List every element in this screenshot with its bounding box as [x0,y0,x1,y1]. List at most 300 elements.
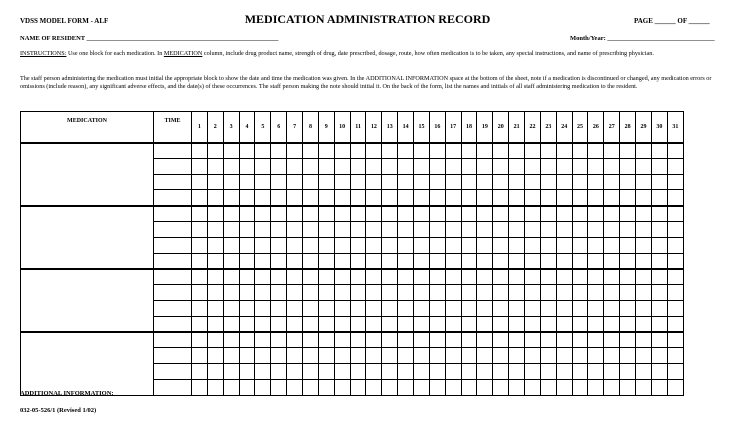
initial-cell[interactable] [334,285,350,301]
initial-cell[interactable] [239,300,255,316]
time-cell[interactable] [154,174,192,190]
initial-cell[interactable] [366,237,382,253]
initial-cell[interactable] [207,332,223,348]
initial-cell[interactable] [572,221,588,237]
initial-cell[interactable] [477,143,493,159]
initial-cell[interactable] [509,348,525,364]
initial-cell[interactable] [445,174,461,190]
initial-cell[interactable] [493,237,509,253]
initial-cell[interactable] [620,206,636,222]
initial-cell[interactable] [556,253,572,269]
initial-cell[interactable] [192,269,208,285]
initial-cell[interactable] [477,253,493,269]
initial-cell[interactable] [445,221,461,237]
initial-cell[interactable] [398,206,414,222]
initial-cell[interactable] [382,300,398,316]
initial-cell[interactable] [445,300,461,316]
initial-cell[interactable] [287,190,303,206]
initial-cell[interactable] [651,348,667,364]
initial-cell[interactable] [271,253,287,269]
initial-cell[interactable] [636,221,652,237]
initial-cell[interactable] [525,269,541,285]
initial-cell[interactable] [192,237,208,253]
initial-cell[interactable] [271,143,287,159]
initial-cell[interactable] [667,300,683,316]
initial-cell[interactable] [429,158,445,174]
initial-cell[interactable] [572,348,588,364]
initial-cell[interactable] [192,253,208,269]
initial-cell[interactable] [636,316,652,332]
initial-cell[interactable] [223,190,239,206]
initial-cell[interactable] [271,174,287,190]
initial-cell[interactable] [239,237,255,253]
initial-cell[interactable] [509,285,525,301]
initial-cell[interactable] [493,332,509,348]
initial-cell[interactable] [207,143,223,159]
initial-cell[interactable] [318,269,334,285]
initial-cell[interactable] [239,285,255,301]
time-cell[interactable] [154,143,192,159]
initial-cell[interactable] [255,316,271,332]
initial-cell[interactable] [271,364,287,380]
initial-cell[interactable] [556,206,572,222]
initial-cell[interactable] [366,364,382,380]
initial-cell[interactable] [366,206,382,222]
initial-cell[interactable] [509,221,525,237]
initial-cell[interactable] [255,143,271,159]
initial-cell[interactable] [493,206,509,222]
initial-cell[interactable] [540,300,556,316]
initial-cell[interactable] [366,253,382,269]
initial-cell[interactable] [350,300,366,316]
initial-cell[interactable] [334,269,350,285]
time-cell[interactable] [154,221,192,237]
initial-cell[interactable] [303,316,319,332]
initial-cell[interactable] [318,190,334,206]
initial-cell[interactable] [318,285,334,301]
initial-cell[interactable] [540,143,556,159]
initial-cell[interactable] [207,237,223,253]
initial-cell[interactable] [540,379,556,395]
initial-cell[interactable] [477,332,493,348]
initial-cell[interactable] [477,300,493,316]
initial-cell[interactable] [398,237,414,253]
initial-cell[interactable] [540,285,556,301]
initial-cell[interactable] [636,269,652,285]
initial-cell[interactable] [556,143,572,159]
initial-cell[interactable] [556,316,572,332]
initial-cell[interactable] [540,190,556,206]
initial-cell[interactable] [667,190,683,206]
initial-cell[interactable] [318,158,334,174]
initial-cell[interactable] [255,364,271,380]
initial-cell[interactable] [303,206,319,222]
initial-cell[interactable] [223,237,239,253]
initial-cell[interactable] [318,206,334,222]
initial-cell[interactable] [414,158,430,174]
initial-cell[interactable] [556,300,572,316]
initial-cell[interactable] [588,253,604,269]
initial-cell[interactable] [540,221,556,237]
initial-cell[interactable] [192,174,208,190]
initial-cell[interactable] [588,285,604,301]
initial-cell[interactable] [287,379,303,395]
initial-cell[interactable] [445,332,461,348]
initial-cell[interactable] [366,285,382,301]
initial-cell[interactable] [667,206,683,222]
initial-cell[interactable] [493,143,509,159]
initial-cell[interactable] [414,364,430,380]
initial-cell[interactable] [509,332,525,348]
initial-cell[interactable] [398,348,414,364]
initial-cell[interactable] [303,143,319,159]
initial-cell[interactable] [366,300,382,316]
initial-cell[interactable] [318,348,334,364]
initial-cell[interactable] [303,190,319,206]
initial-cell[interactable] [572,269,588,285]
initial-cell[interactable] [667,316,683,332]
initial-cell[interactable] [429,237,445,253]
initial-cell[interactable] [572,332,588,348]
initial-cell[interactable] [509,158,525,174]
initial-cell[interactable] [350,285,366,301]
initial-cell[interactable] [651,332,667,348]
initial-cell[interactable] [572,206,588,222]
initial-cell[interactable] [239,174,255,190]
initial-cell[interactable] [651,190,667,206]
initial-cell[interactable] [620,221,636,237]
initial-cell[interactable] [620,316,636,332]
initial-cell[interactable] [350,379,366,395]
initial-cell[interactable] [287,158,303,174]
initial-cell[interactable] [350,253,366,269]
initial-cell[interactable] [255,206,271,222]
initial-cell[interactable] [223,379,239,395]
initial-cell[interactable] [239,190,255,206]
initial-cell[interactable] [223,206,239,222]
initial-cell[interactable] [223,158,239,174]
initial-cell[interactable] [651,206,667,222]
initial-cell[interactable] [255,332,271,348]
initial-cell[interactable] [620,174,636,190]
initial-cell[interactable] [667,143,683,159]
initial-cell[interactable] [509,253,525,269]
initial-cell[interactable] [493,253,509,269]
initial-cell[interactable] [429,300,445,316]
initial-cell[interactable] [461,285,477,301]
initial-cell[interactable] [271,300,287,316]
initial-cell[interactable] [445,190,461,206]
initial-cell[interactable] [334,348,350,364]
initial-cell[interactable] [239,348,255,364]
time-cell[interactable] [154,190,192,206]
initial-cell[interactable] [636,379,652,395]
initial-cell[interactable] [223,174,239,190]
time-cell[interactable] [154,206,192,222]
initial-cell[interactable] [540,174,556,190]
initial-cell[interactable] [287,174,303,190]
initial-cell[interactable] [303,300,319,316]
initial-cell[interactable] [556,285,572,301]
initial-cell[interactable] [620,190,636,206]
initial-cell[interactable] [461,269,477,285]
initial-cell[interactable] [493,174,509,190]
initial-cell[interactable] [636,143,652,159]
initial-cell[interactable] [398,221,414,237]
initial-cell[interactable] [366,316,382,332]
initial-cell[interactable] [255,269,271,285]
initial-cell[interactable] [207,158,223,174]
initial-cell[interactable] [461,364,477,380]
initial-cell[interactable] [461,206,477,222]
initial-cell[interactable] [382,190,398,206]
initial-cell[interactable] [651,253,667,269]
initial-cell[interactable] [509,300,525,316]
initial-cell[interactable] [429,364,445,380]
initial-cell[interactable] [620,364,636,380]
initial-cell[interactable] [604,237,620,253]
initial-cell[interactable] [223,332,239,348]
initial-cell[interactable] [636,364,652,380]
initial-cell[interactable] [445,379,461,395]
initial-cell[interactable] [318,174,334,190]
initial-cell[interactable] [667,237,683,253]
initial-cell[interactable] [651,143,667,159]
initial-cell[interactable] [667,285,683,301]
initial-cell[interactable] [303,253,319,269]
initial-cell[interactable] [588,332,604,348]
initial-cell[interactable] [556,158,572,174]
month-year-field[interactable]: Month/Year: _________________________________ [570,35,715,42]
initial-cell[interactable] [604,269,620,285]
initial-cell[interactable] [525,316,541,332]
initial-cell[interactable] [620,269,636,285]
initial-cell[interactable] [223,364,239,380]
initial-cell[interactable] [620,237,636,253]
initial-cell[interactable] [255,190,271,206]
initial-cell[interactable] [255,158,271,174]
initial-cell[interactable] [572,174,588,190]
initial-cell[interactable] [192,285,208,301]
initial-cell[interactable] [540,158,556,174]
medication-cell[interactable] [21,269,154,332]
initial-cell[interactable] [588,206,604,222]
initial-cell[interactable] [334,190,350,206]
initial-cell[interactable] [429,269,445,285]
initial-cell[interactable] [239,158,255,174]
initial-cell[interactable] [477,237,493,253]
initial-cell[interactable] [271,316,287,332]
initial-cell[interactable] [525,190,541,206]
initial-cell[interactable] [271,332,287,348]
initial-cell[interactable] [493,221,509,237]
initial-cell[interactable] [572,285,588,301]
initial-cell[interactable] [667,332,683,348]
initial-cell[interactable] [461,348,477,364]
initial-cell[interactable] [366,332,382,348]
initial-cell[interactable] [477,190,493,206]
initial-cell[interactable] [334,300,350,316]
initial-cell[interactable] [287,269,303,285]
initial-cell[interactable] [604,158,620,174]
initial-cell[interactable] [461,316,477,332]
initial-cell[interactable] [445,316,461,332]
initial-cell[interactable] [382,316,398,332]
initial-cell[interactable] [604,316,620,332]
initial-cell[interactable] [382,332,398,348]
initial-cell[interactable] [223,253,239,269]
initial-cell[interactable] [604,285,620,301]
initial-cell[interactable] [461,221,477,237]
initial-cell[interactable] [636,237,652,253]
initial-cell[interactable] [318,332,334,348]
initial-cell[interactable] [620,300,636,316]
initial-cell[interactable] [540,237,556,253]
initial-cell[interactable] [604,332,620,348]
initial-cell[interactable] [366,143,382,159]
initial-cell[interactable] [429,190,445,206]
initial-cell[interactable] [334,237,350,253]
initial-cell[interactable] [271,379,287,395]
initial-cell[interactable] [303,158,319,174]
initial-cell[interactable] [636,158,652,174]
initial-cell[interactable] [414,143,430,159]
initial-cell[interactable] [588,379,604,395]
initial-cell[interactable] [461,379,477,395]
initial-cell[interactable] [366,158,382,174]
initial-cell[interactable] [588,269,604,285]
initial-cell[interactable] [556,190,572,206]
initial-cell[interactable] [651,269,667,285]
initial-cell[interactable] [398,379,414,395]
initial-cell[interactable] [556,174,572,190]
initial-cell[interactable] [509,206,525,222]
initial-cell[interactable] [509,269,525,285]
initial-cell[interactable] [382,206,398,222]
initial-cell[interactable] [588,143,604,159]
initial-cell[interactable] [382,348,398,364]
initial-cell[interactable] [667,364,683,380]
initial-cell[interactable] [667,348,683,364]
medication-cell[interactable] [21,206,154,269]
initial-cell[interactable] [350,348,366,364]
initial-cell[interactable] [287,300,303,316]
initial-cell[interactable] [287,348,303,364]
initial-cell[interactable] [382,158,398,174]
initial-cell[interactable] [445,364,461,380]
initial-cell[interactable] [493,190,509,206]
initial-cell[interactable] [525,158,541,174]
initial-cell[interactable] [350,221,366,237]
initial-cell[interactable] [303,379,319,395]
initial-cell[interactable] [303,269,319,285]
initial-cell[interactable] [287,316,303,332]
initial-cell[interactable] [287,237,303,253]
initial-cell[interactable] [509,174,525,190]
initial-cell[interactable] [525,253,541,269]
initial-cell[interactable] [271,285,287,301]
initial-cell[interactable] [303,221,319,237]
initial-cell[interactable] [461,300,477,316]
initial-cell[interactable] [525,237,541,253]
initial-cell[interactable] [445,285,461,301]
initial-cell[interactable] [398,190,414,206]
initial-cell[interactable] [461,143,477,159]
initial-cell[interactable] [207,269,223,285]
initial-cell[interactable] [414,348,430,364]
initial-cell[interactable] [636,253,652,269]
initial-cell[interactable] [477,379,493,395]
initial-cell[interactable] [239,206,255,222]
initial-cell[interactable] [461,174,477,190]
initial-cell[interactable] [207,221,223,237]
initial-cell[interactable] [477,174,493,190]
initial-cell[interactable] [192,158,208,174]
initial-cell[interactable] [192,316,208,332]
initial-cell[interactable] [382,143,398,159]
initial-cell[interactable] [540,269,556,285]
initial-cell[interactable] [636,332,652,348]
initial-cell[interactable] [461,158,477,174]
initial-cell[interactable] [620,158,636,174]
initial-cell[interactable] [477,316,493,332]
initial-cell[interactable] [318,143,334,159]
initial-cell[interactable] [620,285,636,301]
initial-cell[interactable] [192,300,208,316]
initial-cell[interactable] [287,253,303,269]
initial-cell[interactable] [223,316,239,332]
initial-cell[interactable] [334,206,350,222]
initial-cell[interactable] [588,348,604,364]
time-cell[interactable] [154,237,192,253]
initial-cell[interactable] [350,269,366,285]
initial-cell[interactable] [287,285,303,301]
initial-cell[interactable] [509,364,525,380]
initial-cell[interactable] [620,348,636,364]
initial-cell[interactable] [572,379,588,395]
initial-cell[interactable] [604,143,620,159]
initial-cell[interactable] [207,206,223,222]
initial-cell[interactable] [303,174,319,190]
initial-cell[interactable] [429,332,445,348]
initial-cell[interactable] [525,379,541,395]
initial-cell[interactable] [604,221,620,237]
time-cell[interactable] [154,158,192,174]
initial-cell[interactable] [271,348,287,364]
time-cell[interactable] [154,285,192,301]
initial-cell[interactable] [255,348,271,364]
initial-cell[interactable] [604,348,620,364]
initial-cell[interactable] [192,332,208,348]
time-cell[interactable] [154,300,192,316]
initial-cell[interactable] [525,332,541,348]
initial-cell[interactable] [620,379,636,395]
initial-cell[interactable] [461,253,477,269]
initial-cell[interactable] [588,300,604,316]
initial-cell[interactable] [334,253,350,269]
initial-cell[interactable] [223,269,239,285]
initial-cell[interactable] [382,253,398,269]
time-cell[interactable] [154,253,192,269]
time-cell[interactable] [154,332,192,348]
initial-cell[interactable] [667,269,683,285]
initial-cell[interactable] [318,253,334,269]
initial-cell[interactable] [318,300,334,316]
initial-cell[interactable] [366,190,382,206]
initial-cell[interactable] [604,190,620,206]
initial-cell[interactable] [620,143,636,159]
initial-cell[interactable] [398,364,414,380]
